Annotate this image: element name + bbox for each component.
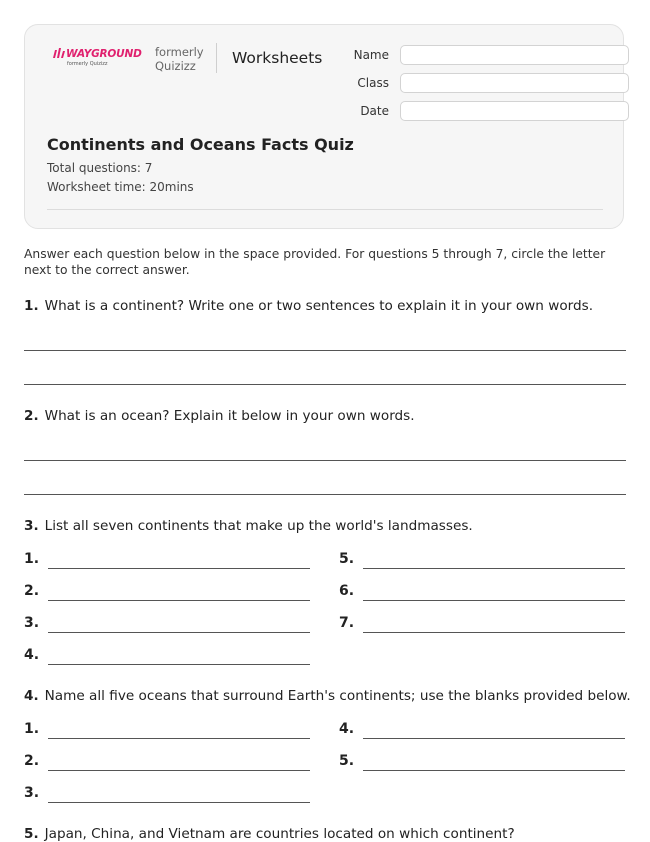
blank-line[interactable] [48, 632, 310, 633]
question-4 [24, 688, 631, 704]
blank-number: 4. [24, 647, 40, 663]
blank-line[interactable] [363, 738, 625, 739]
question-5 [24, 826, 515, 842]
question-text: What is an ocean? Explain it below in your own words. [44, 408, 415, 424]
date-field[interactable] [400, 101, 629, 121]
question-number: 3. [24, 518, 39, 534]
question-3 [24, 518, 473, 534]
answer-line[interactable] [24, 460, 626, 461]
blank-line[interactable] [48, 770, 310, 771]
blank-line[interactable] [363, 770, 625, 771]
class-label: Class [357, 76, 389, 90]
blank-number: 5. [339, 753, 355, 769]
question-number: 4. [24, 688, 39, 704]
blank-number: 2. [24, 583, 40, 599]
blank-number: 7. [339, 615, 355, 631]
logo-subtext: formerly Quizizz [67, 61, 108, 67]
question-text: What is a continent? Write one or two sentences to explain it in your own words. [44, 298, 594, 314]
name-field[interactable] [400, 45, 629, 65]
blank-number: 4. [339, 721, 355, 737]
wayground-logo [53, 48, 142, 68]
blank-number: 1. [24, 721, 40, 737]
blank-line[interactable] [48, 738, 310, 739]
name-label: Name [353, 48, 389, 62]
instructions: Answer each question below in the space provided. For questions 5 through 7, circle the letter next to the correct answer. [24, 247, 606, 277]
blank-line[interactable] [363, 600, 625, 601]
worksheet-time: Worksheet time: 20mins [47, 180, 194, 194]
answer-line[interactable] [24, 350, 626, 351]
question-text: Name all five oceans that surround Earth's continents; use the blanks provided below. [44, 688, 631, 704]
worksheet-header [24, 24, 624, 229]
question-2 [24, 408, 415, 424]
header-bottom-divider [47, 209, 603, 210]
date-label: Date [360, 104, 389, 118]
blank-line[interactable] [48, 664, 310, 665]
blank-number: 6. [339, 583, 355, 599]
blank-number: 2. [24, 753, 40, 769]
blank-line[interactable] [48, 600, 310, 601]
formerly-quizizz [155, 45, 204, 73]
blank-line[interactable] [48, 802, 310, 803]
formerly-label: formerly [155, 45, 204, 59]
quizizz-label: Quizizz [155, 59, 196, 73]
question-number: 2. [24, 408, 39, 424]
logo-mark-icon [53, 48, 66, 58]
blank-number: 3. [24, 615, 40, 631]
question-number: 1. [24, 298, 39, 314]
worksheets-label: Worksheets [232, 49, 323, 67]
question-number: 5. [24, 826, 39, 842]
answer-line[interactable] [24, 494, 626, 495]
answer-line[interactable] [24, 384, 626, 385]
blank-number: 1. [24, 551, 40, 567]
blank-number: 5. [339, 551, 355, 567]
total-questions: Total questions: 7 [47, 161, 153, 175]
blank-line[interactable] [363, 632, 625, 633]
class-field[interactable] [400, 73, 629, 93]
quiz-title: Continents and Oceans Facts Quiz [47, 135, 354, 154]
question-1 [24, 298, 593, 314]
question-text: List all seven continents that make up the world's landmasses. [44, 518, 473, 534]
question-text: Japan, China, and Vietnam are countries located on which continent? [44, 826, 515, 842]
blank-line[interactable] [48, 568, 310, 569]
header-divider [216, 43, 217, 73]
blank-number: 3. [24, 785, 40, 801]
blank-line[interactable] [363, 568, 625, 569]
logo-text: WAYGROUND [66, 48, 142, 60]
